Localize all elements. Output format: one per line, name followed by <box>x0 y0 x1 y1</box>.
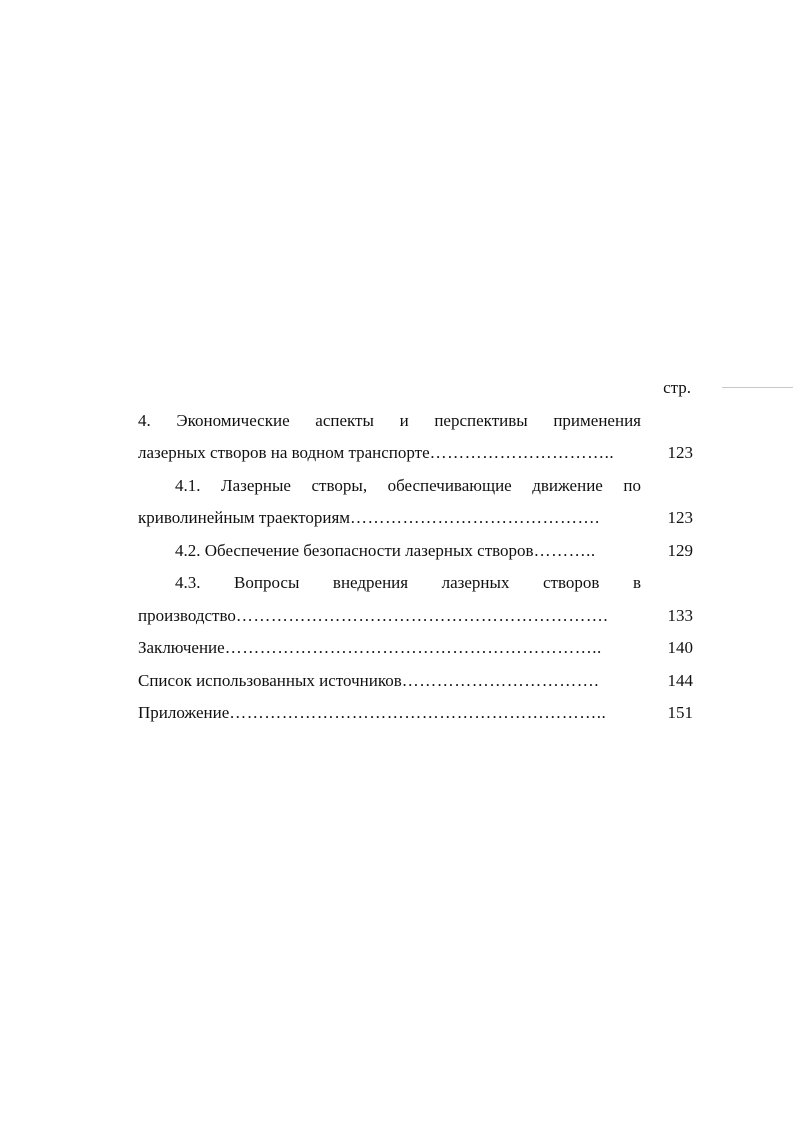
toc-page-number: 123 <box>667 508 693 527</box>
toc-entry-title: 4. Экономические аспекты и перспективы применения <box>138 410 641 430</box>
toc-entry-4-3-line-1 <box>138 567 693 600</box>
toc-entry-title <box>138 632 641 665</box>
toc-entry-text: Список использованных источников <box>138 670 402 690</box>
dot-leader: ……………………………. <box>401 670 599 690</box>
toc-page-number: 133 <box>667 605 693 625</box>
toc-page-number: 140 <box>667 638 693 657</box>
toc-entry-chapter-4-line-2 <box>138 437 693 470</box>
table-of-contents <box>138 372 693 730</box>
toc-entry-text: производство <box>138 605 236 625</box>
dot-leader: ………………………………………………………. <box>235 605 609 625</box>
toc-entry-title <box>138 665 641 698</box>
toc-entry-conclusion <box>138 632 693 665</box>
toc-entry-4-2 <box>138 535 693 568</box>
toc-entry-title-cont <box>138 437 641 470</box>
scan-artifact-line <box>722 387 793 388</box>
toc-entry-title-cont <box>138 600 641 633</box>
dot-leader: ……….. <box>533 540 596 560</box>
dot-leader: ………………………….. <box>429 443 615 462</box>
toc-entry-appendix <box>138 697 693 730</box>
toc-entry-text: лазерных створов на водном транспорте <box>138 443 430 462</box>
toc-entry-title <box>138 535 641 568</box>
toc-entry-text: 4.2. Обеспечение безопасности лазерных створов <box>175 540 534 560</box>
toc-entry-title-cont <box>138 502 641 535</box>
page-column-label: стр. <box>663 378 691 397</box>
toc-entry-4-3-line-2 <box>138 600 693 633</box>
toc-entry-title: 4.3. Вопросы внедрения лазерных створов в <box>175 573 641 592</box>
toc-page-number: 151 <box>667 703 693 722</box>
toc-entry-title <box>138 697 641 730</box>
toc-entry-text: криволинейным траекториям <box>138 508 351 527</box>
dot-leader: ……………………………………………………….. <box>229 703 607 722</box>
toc-entry-text: Заключение <box>138 638 225 657</box>
toc-entry-4-1-line-1 <box>138 470 693 503</box>
dot-leader: ……………………………………………………….. <box>224 638 602 657</box>
toc-entry-sources <box>138 665 693 698</box>
toc-entry-text: Приложение <box>138 703 230 722</box>
toc-entry-4-1-line-2 <box>138 502 693 535</box>
toc-page-number: 129 <box>667 540 693 560</box>
toc-entry-chapter-4-line-1 <box>138 405 693 438</box>
toc-page-number: 144 <box>667 670 693 690</box>
toc-entry-title: 4.1. Лазерные створы, обеспечивающие движение по <box>175 475 641 495</box>
dot-leader: ……………………………………. <box>350 508 600 527</box>
toc-page-number: 123 <box>667 443 693 462</box>
